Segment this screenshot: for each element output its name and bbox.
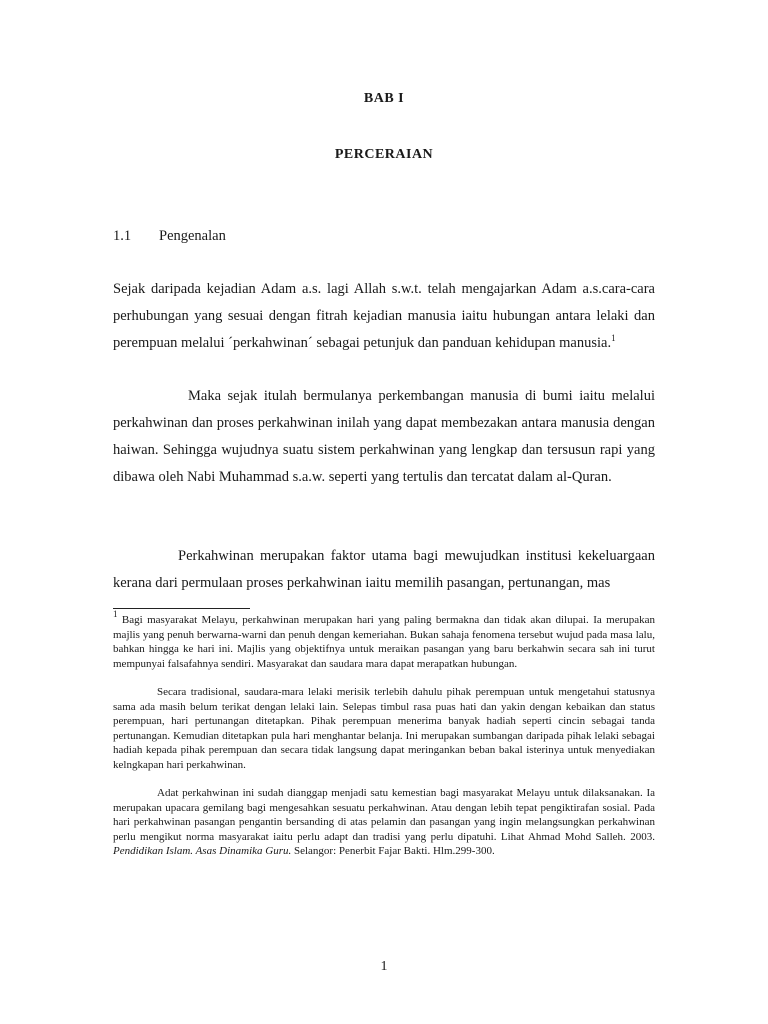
section-title: Pengenalan (159, 228, 226, 244)
paragraph-3: Perkahwinan merupakan faktor utama bagi mewujudkan institusi kekeluargaan kerana dari permulaan proses perkahwinan iaitu memilih pasangan, pertunangan, mas (113, 548, 655, 591)
paragraph-1 (113, 276, 655, 357)
chapter-label: BAB I (363, 91, 405, 106)
footnote-publisher: Selangor: Penerbit Fajar Bakti. Hlm.299-300. (293, 845, 495, 857)
footnote-marker: 1 (113, 609, 118, 619)
page-number: 1 (380, 959, 388, 974)
footnote-1-paragraph-2: Secara tradisional, saudara-mara lelaki merisik terlebih dahulu pihak perempuan untuk mengetahui statusnya sama ada masih belum terikat dengan lelaki lain. Selepas timbul rasa puas hati dan yakin dengan kebaikan dan status perempuan, hari pertunangan ditetapkan. Pihak perempuan menerima banyak hadiah seperti cincin sebagai tanda pertunangan. Kemudian ditetapkan pula hari menghantar belanja. Ini merupakan sumbangan daripada pihak lelaki sebagai hadiah kepada pihak perempuan dan secara tidak langsung dapat meringankan beban bakal isterinya untuk menyediakan kelngkapan hari perkahwinan. (113, 686, 655, 771)
footnote-1-text-a: Bagi masyarakat Melayu, perkahwinan merupakan hari yang paling bermakna dan tidak akan dilupai. Ia merupakan majlis yang penuh berwarna-warni dan penuh dengan kemeriahan. Bukan sahaja fenomena tersebut wujud pada masa lalu, bahkan hingga ke hari ini. Majlis yang objektifnya untuk meraikan pasangan yang baru berkahwin secara sah ini turut mempunyai falsafahnya sendiri. Masyarakat dan saudara mara dapat merapatkan hubungan. (113, 614, 656, 670)
footnote-divider (113, 608, 250, 609)
paragraph-1-text: Sejak daripada kejadian Adam a.s. lagi Allah s.w.t. telah mengajarkan Adam a.s.cara-cara perhubungan yang sesuai dengan fitrah kejadian manusia iaitu hubungan antara lelaki dan perempuan melalui ´perkahwinan´ sebagai petunjuk dan panduan kehidupan manusia. (113, 281, 655, 351)
footnote-1-text-c: Adat perkahwinan ini sudah dianggap menjadi satu kemestian bagi masyarakat Melayu untuk dilaksanakan. Ia merupakan upacara gemilang bagi mengesahkan sesuatu perkahwinan. Atau dengan lebih tepat pengiktirafan sosial. Pada hari perkahwinan pasangan pengantin bersanding di atas pelamin dan pasangan yang ingin melangsungkan perkahwinan perlu mengikut norma masyarakat iaitu perlu adapt dan tradisi yang perlu dipatuhi. Lihat Ahmad Mohd Salleh. 2003. (113, 787, 655, 843)
section-number: 1.1 (113, 228, 132, 244)
paragraph-2: Maka sejak itulah bermulanya perkembangan manusia di bumi iaitu melalui perkahwinan dan proses perkahwinan inilah yang dapat membezakan antara manusia dengan haiwan. Sehingga wujudnya suatu sistem perkahwinan yang lengkap dan tersusun rapi yang dibawa oleh Nabi Muhammad s.a.w. seperti yang tertulis dan tercatat dalam al-Quran. (113, 388, 655, 485)
section-heading (113, 228, 226, 245)
chapter-title: PERCERAIAN (334, 147, 434, 162)
footnote-1-paragraph-1 (113, 609, 656, 671)
footnotes-area (113, 609, 656, 859)
footnote-reference[interactable]: 1 (611, 333, 616, 343)
footnote-book-title: Pendidikan Islam. Asas Dinamika Guru. (113, 845, 292, 857)
footnote-1-paragraph-3 (113, 786, 655, 859)
